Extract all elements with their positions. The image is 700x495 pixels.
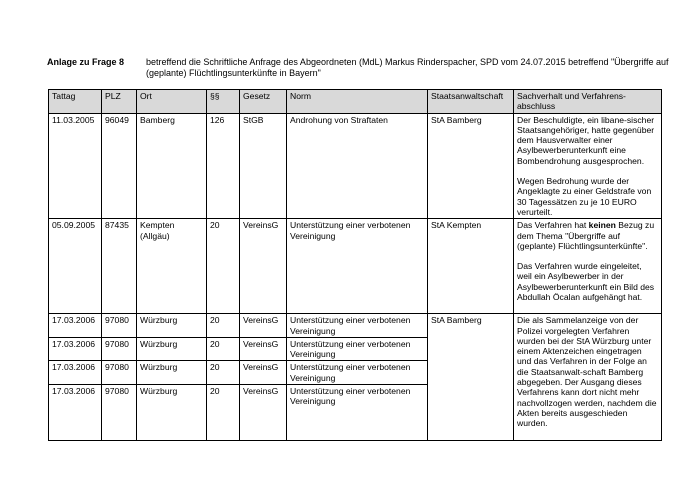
column-header-ort: Ort [137, 90, 207, 114]
cell-paragraph: 20 [207, 337, 240, 361]
column-header-sachverhalt: Sachverhalt und Verfahrens-abschluss [514, 90, 662, 114]
column-header-staatsanwaltschaft: Staatsanwaltschaft [428, 90, 514, 114]
cell-plz: 96049 [102, 113, 137, 219]
table-row [49, 113, 662, 219]
cell-staatsanwaltschaft: StA Bamberg [428, 113, 514, 219]
cell-gesetz: StGB [240, 113, 287, 219]
cell-ort: Bamberg [137, 113, 207, 219]
table-header-row [49, 90, 662, 114]
cell-ort: Kempten (Allgäu) [137, 219, 207, 314]
cell-gesetz: VereinsG [240, 219, 287, 314]
cell-paragraph: 20 [207, 314, 240, 338]
cell-paragraph: 126 [207, 113, 240, 219]
cell-tattag: 17.03.2006 [49, 314, 102, 338]
cell-staatsanwaltschaft: StA Kempten [428, 219, 514, 314]
cell-ort: Würzburg [137, 314, 207, 338]
cell-norm: Unterstützung einer verbotenen Vereinigung [287, 337, 428, 361]
cell-ort: Würzburg [137, 385, 207, 441]
attachment-description: betreffend die Schriftliche Anfrage des Abgeordneten (MdL) Markus Rinderspacher, SPD vom 24.07.2015 betreffend "Übergriffe auf (geplante) Flüchtlingsunterkünfte in Bayern" [146, 57, 669, 78]
cell-paragraph: 20 [207, 219, 240, 314]
cell-staatsanwaltschaft: StA Bamberg [428, 314, 514, 441]
sachverhalt-paragraph [517, 220, 658, 251]
cell-norm: Unterstützung einer verbotenen Vereinigung [287, 219, 428, 314]
cell-ort: Würzburg [137, 337, 207, 361]
table-row [49, 314, 662, 338]
cell-tattag: 17.03.2006 [49, 361, 102, 385]
cell-norm: Androhung von Straftaten [287, 113, 428, 219]
sachverhalt-bold-word: keinen [588, 220, 616, 231]
cell-plz: 97080 [102, 337, 137, 361]
cell-gesetz: VereinsG [240, 385, 287, 441]
cell-sachverhalt: Die als Sammelanzeige von der Polizei vorgelegten Verfahren wurden bei der StA Würzburg unter einem Aktenzeichen eingetragen und das Verfahren in der Folge an die Staatsanwalt-schaft Bamberg abgegeben. Der Ausgang dieses Verfahrens kann dort nicht mehr nachvollzogen werden, nachdem die Akten bereits ausgeschieden wurden. [514, 314, 662, 441]
cell-norm: Unterstützung einer verbotenen Vereinigung [287, 361, 428, 385]
sachverhalt-paragraph: Der Beschuldigte, ein libane-sischer Staatsangehöriger, hatte gegenüber dem Hausverwalter einer Asylbewerberunterkunft eine Bombendrohung ausgesprochen. [517, 114, 655, 166]
attachment-label: Anlage zu Frage 8 [47, 57, 125, 67]
cell-gesetz: VereinsG [240, 337, 287, 361]
cell-plz: 97080 [102, 385, 137, 441]
column-header-paragraph: §§ [207, 90, 240, 114]
cell-norm: Unterstützung einer verbotenen Vereinigung [287, 385, 428, 441]
cell-tattag: 17.03.2006 [49, 337, 102, 361]
cell-tattag: 17.03.2006 [49, 385, 102, 441]
cell-plz: 97080 [102, 361, 137, 385]
cell-sachverhalt [514, 219, 662, 314]
column-header-gesetz: Gesetz [240, 90, 287, 114]
cell-gesetz: VereinsG [240, 361, 287, 385]
cell-paragraph: 20 [207, 385, 240, 441]
verfahrensabschluss-paragraph: Wegen Bedrohung wurde der Angeklagte zu einer Geldstrafe von 30 Tagessätzen zu je 10 EURO verurteilt. [517, 176, 652, 217]
cell-gesetz: VereinsG [240, 314, 287, 338]
table-row [49, 219, 662, 314]
column-header-tattag: Tattag [49, 90, 102, 114]
cell-tattag: 05.09.2005 [49, 219, 102, 314]
cell-plz: 87435 [102, 219, 137, 314]
column-header-norm: Norm [287, 90, 428, 114]
sachverhalt-text-start: Das Verfahren hat [517, 220, 589, 231]
cell-norm: Unterstützung einer verbotenen Vereinigung [287, 314, 428, 338]
cell-plz: 97080 [102, 314, 137, 338]
cell-paragraph: 20 [207, 361, 240, 385]
cell-tattag: 11.03.2005 [49, 113, 102, 219]
cases-table [48, 89, 662, 441]
sachverhalt-text-end: Bezug zu dem Thema "Übergriffe auf (geplante) Flüchtlingsunterkünfte". [517, 220, 655, 251]
cell-ort: Würzburg [137, 361, 207, 385]
column-header-plz: PLZ [102, 90, 137, 114]
cell-sachverhalt [514, 113, 662, 219]
verfahrensabschluss-paragraph: Das Verfahren wurde eingeleitet, weil ein Asylbewerber in der Asylbewerberunterkunft ein Bild des Abdullah Öcalan aufgehängt hat. [517, 261, 655, 303]
